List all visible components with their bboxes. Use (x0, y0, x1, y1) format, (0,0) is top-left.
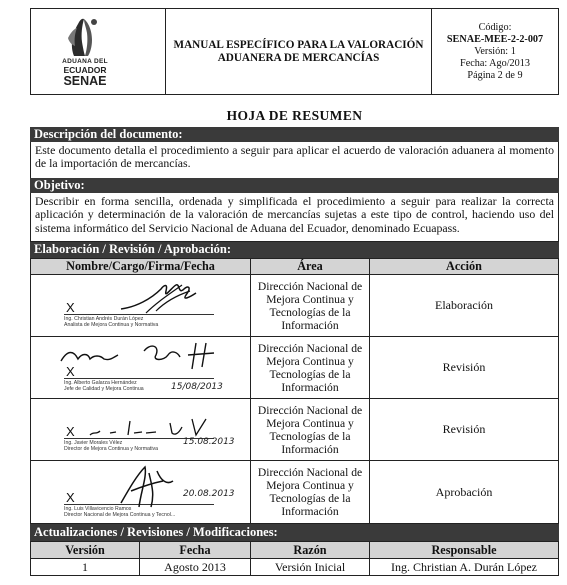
table-row (30, 274, 251, 337)
table-row (30, 336, 251, 399)
document-date: Fecha: Ago/2013 (460, 57, 530, 69)
update-version-cell: 1 (30, 558, 140, 576)
header-title-cell (165, 8, 432, 95)
area-cell: Dirección Nacional de Mejora Continua y Tecnologías de la Información (250, 274, 370, 337)
signatory-role: Jefe de Calidad y Mejora Continua (64, 386, 144, 392)
signature-scribble-icon (86, 413, 236, 439)
area-cell: Dirección Nacional de Mejora Continua y Tecnologías de la Información (250, 460, 370, 524)
updates-col-version: Versión (30, 541, 140, 559)
logo-text-line2: ECUADOR (63, 65, 107, 75)
signature-date: 15/08/2013 (171, 382, 223, 392)
signature-x-mark: X (66, 364, 75, 379)
update-reason-cell: Versión Inicial (250, 558, 370, 576)
document-code: SENAE-MEE-2-2-007 (446, 33, 544, 45)
updates-heading: Actualizaciones / Revisiones / Modificaciones: (30, 524, 559, 541)
logo-text-line1: ADUANA DEL (62, 58, 108, 65)
updates-col-date: Fecha (139, 541, 251, 559)
signature-x-mark: X (66, 300, 75, 315)
signature-x-mark: X (66, 424, 75, 439)
approval-heading: Elaboración / Revisión / Aprobación: (30, 242, 559, 258)
objective-text: Describir en forma sencilla, ordenada y simplificada el procedimiento a seguir para realizar la correcta aplicación y determinación de la valoración de mercancías sujetas a este tipo de control, haciendo uso del sistema informático del Servicio Nacional de Aduana del Ecuador, denominado Ecuapass. (35, 194, 554, 235)
update-date-cell: Agosto 2013 (139, 558, 251, 576)
senae-logo-icon (60, 16, 110, 58)
action-cell: Revisión (369, 336, 559, 399)
signature-date: 20.08.2013 (183, 489, 235, 499)
signatory-name: Ing. Javier Morales Vélez (64, 440, 123, 446)
action-cell: Revisión (369, 398, 559, 461)
action-cell: Elaboración (369, 274, 559, 337)
table-row (30, 460, 251, 524)
document-page: Página 2 de 9 (467, 69, 523, 81)
header-meta-cell (431, 8, 559, 95)
signatory-role: Director Nacional de Mejora Continua y Tecnol... (64, 512, 176, 518)
update-responsible-cell: Ing. Christian A. Durán López (369, 558, 559, 576)
table-row (30, 398, 251, 461)
description-heading: Descripción del documento: (30, 127, 559, 142)
approval-col-area: Área (250, 258, 370, 275)
approval-col-name: Nombre/Cargo/Firma/Fecha (30, 258, 251, 275)
document-title-line2: ADUANERA DE MERCANCÍAS (217, 51, 380, 64)
document-title-line1: MANUAL ESPECÍFICO PARA LA VALORACIÓN (173, 38, 424, 51)
signature-x-mark: X (66, 490, 75, 505)
signatory-role: Director de Mejora Continua y Normativa (64, 446, 158, 452)
signature-scribble-icon (56, 339, 226, 375)
logo-text-line3: SENAE (63, 74, 107, 88)
updates-col-reason: Razón (250, 541, 370, 559)
description-text: Este documento detalla el procedimiento a seguir para aplicar el acuerdo de valoración aduanera al momento de la importación de mercancías. (35, 143, 554, 171)
signature-scribble-icon (116, 277, 206, 319)
area-cell: Dirección Nacional de Mejora Continua y Tecnologías de la Información (250, 398, 370, 461)
objective-heading: Objetivo: (30, 178, 559, 193)
signature-line (64, 378, 214, 379)
document-version: Versión: 1 (474, 45, 516, 57)
area-cell: Dirección Nacional de Mejora Continua y Tecnologías de la Información (250, 336, 370, 399)
code-label: Código: (478, 21, 512, 33)
signature-scribble-icon (111, 463, 181, 513)
updates-col-responsible: Responsable (369, 541, 559, 559)
signatory-name: Ing. Christian Andrés Durán López (64, 316, 144, 322)
signatory-name: Ing. Alberto Galarza Hernández (64, 380, 137, 386)
action-cell: Aprobación (369, 460, 559, 524)
approval-col-action: Acción (369, 258, 559, 275)
signatory-name: Ing. Luis Villavicencio Ramos (64, 506, 132, 512)
summary-title: HOJA DE RESUMEN (226, 108, 363, 123)
signatory-role: Analista de Mejora Continua y Normativa (64, 322, 159, 328)
signature-date: 15.08.2013 (183, 437, 235, 447)
